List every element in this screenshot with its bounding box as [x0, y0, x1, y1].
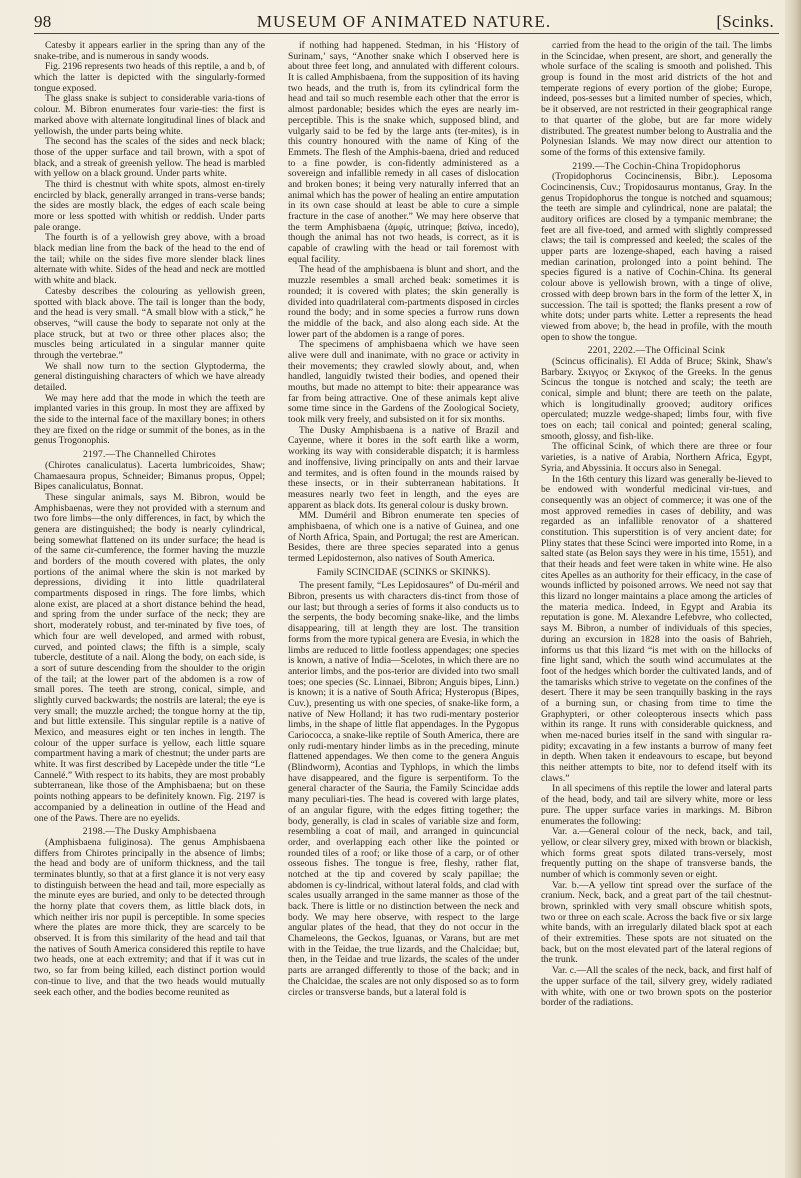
- paragraph: In the 16th century this lizard was generally be-lieved to be endowed with wonderful medicinal vir-tues, and consequently was an object of commerce; it was one of the most approved remedies in cases of debility, and was regarded as an infallible renovator of a shattered constitution. This superstition is of very ancient date; for Pliny states that these Scinci were imported into Rome, in a salted state (as Belon says they were in his time, 1551), and that their heads and feet were taken in white wine. He also cites Apelles as an authority for their efficacy, in the case of wounds inflicted by poisoned arrows. We need not say that this lizard no longer maintains a place among the articles of the materia medica. Indeed, in Egypt and Arabia its reputation is gone. M. Alexandre Lefebvre, who collected, says M. Bibron, a number of individuals of this species, during an excursion in 1828 into the oasis of Bahrieh, informs us that this lizard “is met with on the hillocks of fine light sand, which the south wind accumulates at the foot of the hedges which border the cultivated lands, and of the tamarisks which strive to vegetate on the confines of the desert. There it may be seen tranquilly basking in the rays of a burning sun, or chasing from time to time the Graphypteri, or other coleopterous insects which pass within its range. It runs with considerable quickness, and when me-naced buries itself in the sand with singular ra-pidity; excavating in a few instants a burrow of many feet in depth. When taken it endeavours to escape, but beyond this neither attempts to bite, nor to defend itself with its claws.”: [541, 473, 772, 784]
- paragraph: Var. a.—General colour of the neck, back, and tail, yellow, or clear silvery grey, mixed with brown or blackish, which forms great spots dilated trans-versely, most frequently putting on the shape of transverse bands, the number of which is commonly seven or eight.: [541, 826, 772, 880]
- paragraph: The third is chestnut with white spots, almost en-tirely encircled by black, generally arranged in trans-verse bands; the sides are mostly black, the edges of each scale being more or less spotted with whitish or reddish. Under parts pale orange.: [34, 178, 265, 233]
- running-section: [Scinks.: [716, 12, 774, 31]
- page-number: 98: [34, 12, 52, 31]
- paragraph: (Scincus officinalis). El Adda of Bruce; Skink, Shaw's Barbary. Σκιγγος or Σκιγκος of the Greeks. In the genus Scincus the tongue is notched and scaly; the teeth are conical, simple and blunt; there are teeth on the palate, which is longitudinally grooved; auditory orifices operculated; muzzle wedge-shaped; limbs four, with five toes on each; tail conical and pointed; general scaling, smooth, glossy, and fish-like.: [541, 355, 772, 442]
- paragraph: if nothing had happened. Stedman, in his ‘History of Surinam,’ says, “Another snake which I observed here is about three feet long, and annulated with different colours. It is called Amphisbaena, from the supposition of its having two heads, and the truth is, from its cylindrical form the head and tail so much resemble each other that the error is almost pardonable; besides which the eyes are nearly im-perceptible. This is the snake which, supposed blind, and vulgarly said to be fed by the large ants (ter-mites), is in this country honoured with the name of King of the Emmets. The flesh of the Amphis-baena, dried and reduced to a fine powder, is con-fidently administered as a sovereign and infallible remedy in all cases of dislocation and broken bones; it being very naturally inferred that an animal which has the power of healing an entire amputation in its own case should at least be able to cure a simple fracture in the case of another.” We may here observe that the term Amphisbaena (ἀμφίς, utrinque; βαίνω, incedo), though the animal has not two heads, is correct, as it is capable of crawling with the head or tail foremost with equal facility.: [288, 41, 519, 265]
- running-title: MUSEUM OF ANIMATED NATURE.: [256, 12, 552, 31]
- paragraph: Catesby describes the colouring as yellowish green, spotted with black above. The tail is longer than the body, and the head is very small. “A small blow with a stick,” he observes, “will cause the body to separate not only at the place struck, but at two or three other places also; the muscles being articulated in a singular manner quite through the vertebrae.”: [34, 285, 265, 361]
- family-heading: Family SCINCIDAE (SCINKS or SKINKS).: [316, 566, 491, 578]
- section-heading: 2197.—The Channelled Chirotes: [83, 449, 216, 461]
- paragraph: The Dusky Amphisbaena is a native of Brazil and Cayenne, where it bores in the soft earth like a worm, working its way with considerable dispatch; it is harmless and inoffensive, living principally on ants and their larvae and termites, and is often found in the mounds raised by these insects, or in their subterranean habitations. It measures nearly two feet in length, and the eyes are apparent as black dots. Its general colour is dusky brown.: [288, 424, 519, 511]
- header-rule: [34, 33, 779, 34]
- paragraph: The specimens of amphisbaena which we have seen alive were dull and inanimate, with no grace or activity in their movements; they crawled slowly about, and, when handled, languidly twisted their bodies, and opened their mouths, but made no attempt to bite: their appearance was far from being attractive. One of these animals kept alive some time since in the Gardens of the Zoological Society, took milk very freely, and subsisted on it for six months.: [288, 339, 519, 426]
- paragraph: These singular animals, says M. Bibron, would be Amphisbaenas, were they not provided with a sternum and two fore limbs—the only differences, in fact, by which the genera are distinguished; the body is nearly cylindrical, being somewhat flattened on its under surface; the head is of the same cir-cumference, the former having the muzzle and borders of the mouth covered with plates, the only portions of the animal where the skin is not marked by depressions, dividing it into little quadrilateral compartments disposed in rings. The fore limbs, which alone exist, are placed at a short distance behind the head, and spring from the under surface of the neck; they are short, moderately robust, and ter-minated by five toes, of which four are well developed, and armed with robust, curved, and pointed claws; the fifth is a simple, scaly tubercle, destitute of a nail. Along the body, on each side, is a sort of suture descending from the shoulder to the origin of the tail; at the lower part of the abdomen is a row of small pores. The teeth are strong, conical, simple, and slightly curved backwards; the nostrils are lateral; the eye is very small; the muzzle arched; the tongue horny at the tip, and but little extensile. This singular reptile is a native of Mexico, and measures eight or ten inches in length. The colour of the upper surface is yellow, each little square compartment having a mark of chestnut; the under parts are white. It was first described by Lacepède under the title “Le Cannelé.” With respect to its habits, they are most probably subterranean, like those of the Amphisbaena; but on these points nothing appears to be definitely known. Fig. 2197 is accompanied by a delineation in outline of the Head and one of the Paws. There are no eyelids.: [34, 491, 265, 824]
- paragraph: We shall now turn to the section Glyptoderma, the general distinguishing characters of which we have already detailed.: [34, 360, 265, 393]
- paragraph: The second has the scales of the sides and neck black; those of the upper surface and tail brown, with a spot of black, and a streak of greenish yellow. The head is marbled with yellow on a black ground. Under parts white.: [34, 136, 265, 180]
- section-heading: 2201, 2202.—The Officinal Scink: [587, 345, 726, 357]
- paragraph: The glass snake is subject to considerable varia-tions of colour. M. Bibron enumerates four varie-ties: the first is marked above with alternate longitudinal lines of black and yellowish, the under parts being white.: [34, 93, 265, 137]
- paragraph: We may here add that the mode in which the teeth are implanted varies in this group. In most they are affixed by the side to the internal face of the maxillary bones; in others they are fixed on the ridge or summit of the bones, as in the genus Trogonophis.: [34, 392, 265, 447]
- paragraph: Catesby it appears earlier in the spring than any of the snake-tribe, and is numerous in sandy woods.: [34, 41, 265, 62]
- paragraph: The officinal Scink, of which there are three or four varieties, is a native of Arabia, Northern Africa, Egypt, Syria, and Abyssinia. It occurs also in Senegal.: [541, 441, 772, 474]
- text-column-left: [34, 41, 265, 1171]
- section-heading: 2198.—The Dusky Amphisbaena: [82, 826, 217, 838]
- paragraph: The fourth is of a yellowish grey above, with a broad black median line from the back of the head to the end of the tail; while on the sides five more slender black lines alternate with white. Sides of the head and neck are mottled with white and black.: [34, 232, 265, 287]
- paragraph: Var. b.—A yellow tint spread over the surface of the cranium. Neck, back, and a great part of the tail chestnut-brown, sprinkled with very small obscure whitish spots, two or three on each scale. Across the back five or six large white bands, with an irregularly dilated black spot at each of their extremities. These spots are not situated on the back, but on the most elevated part of the lateral regions of the trunk.: [541, 879, 772, 966]
- paragraph: The present family, “Les Lepidosaures” of Du-méril and Bibron, presents us with characters dis-tinct from those of our last; but through a series of forms it also conducts us to the serpents, the body becoming snake-like, and the limbs disappearing, till at length they are lost. The transition forms from the more typical genera are Evesia, in which the limbs are reduced to little footless appendages; one species is known, a native of India—Scelotes, in which there are no anterior limbs, and the pos-terior are divided into two small toes; one species (Sc. Linnaei, Bibron; Anguis bipes, Linn.) is known; it is a native of South Africa; Hysteropus (Bipes, Cuv.), presenting us with one species, of snake-like form, a native of New Holland; it has two rudi-mentary posterior limbs, in the shape of little flat appendages. In the Pygopus Cariococca, a snake-like reptile of South America, there are only rudi-mentary hinder limbs as in the preceding, minute flattened appendages. We then come to the genera Anguis (Blindworm), Acontias and Typhlops, in which the limbs have disappeared, and the figure is serpentiform. To the general character of the Sauria, the Family Scincidae adds many peculiari-ties. The head is covered with large plates, of an angular figure, with the edges fitting together; the body, generally, is clad in scales of variable size and form, resembling a coat of mail, and arranged in quincuncial order, and overlapping each other like the pointed or rounded tiles of a roof; or like those of a carp, or of other osseous fishes. The tongue is free, fleshy, rather flat, notched at the tip and covered by scaly papillae; the abdomen is cy-lindrical, without lateral folds, and clad with scales usually arranged in the same manner as those of the back. There is little or no distinction between the neck and body. We may here observe, with respect to the large angular plates of the head, that they do not occur in the Chameleons, the Geckos, Iguanas, or Varans, but are met with in the Teidae, the true lizards, and the Chalcidae; but, then, in the Teidae and true lizards, the scales of the under parts are arranged differently to those of the back; and in the Chalcidae, the scales are not only disposed so as to form circles or transverse bands, but a lateral fold is: [288, 580, 519, 998]
- paragraph: (Chirotes canaliculatus). Lacerta lumbricoides, Shaw; Chamaesaura propus, Schneider; Bimanus propus, Oppel; Bipes canaliculatus, Bonnat.: [34, 459, 265, 493]
- paragraph: MM. Duméril and Bibron enumerate ten species of amphisbaena, of which one is a native of Guinea, and one of North Africa, Spain, and Portugal; the rest are American. Besides, there are three species separated into a genus termed Lepidosternon, also natives of South America.: [288, 510, 519, 564]
- paragraph: carried from the head to the origin of the tail. The limbs in the Scincidae, when present, are short, and generally the whole surface of the scaling is smooth and polished. This group is found in the most arid districts of the hot and temperate regions of every portion of the globe; Europe, indeed, pos-sesses but a limited number of species, which, be it observed, are not restricted in their geographical range to that quarter of the globe, but are far more widely distributed. The greatest number belong to Australia and the Polynesian Islands. We may now direct our attention to some of the forms of this extensive family.: [541, 41, 772, 158]
- section-heading: 2199.—The Cochin-China Tropidophorus: [572, 160, 741, 172]
- paragraph: (Tropidophorus Cocincinensis, Bibr.). Leposoma Cocincinensis, Cuv.; Tropidosaurus montanus, Gray. In the genus Tropidophorus the tongue is notched and squamous; the teeth are simple and cylindrical, none are palatal; the auditory orifices are closed by a tympanic membrane; the feet are all five-toed, and armed with slightly compressed claws; the tail is compressed and keeled; the scales of the upper parts are lozenge-shaped, each having a raised median carination, prolonged into a point behind. The species figured is a native of Cochin-China. Its general colour above is yellowish brown, with a tinge of olive, crossed with deep brown bars in the form of the letter X, in succession. The tail is spotted; the flanks present a row of white dots; under parts white. Letter a represents the head viewed from above; b, the head in profile, with the mouth open to show the tongue.: [541, 171, 772, 343]
- running-head: [34, 12, 774, 32]
- paragraph: The head of the amphisbaena is blunt and short, and the muzzle resembles a small arched beak: sometimes it is rounded; it is covered with plates; the skin generally is divided into quadrilateral com-partments disposed in circles round the body; and in some species a furrow runs down the middle of the back, and also along each side. At the lower part of the abdomen is a range of pores.: [288, 264, 519, 340]
- paragraph: Fig. 2196 represents two heads of this reptile, a and b, of which the latter is depicted with the singularly-formed tongue exposed.: [34, 61, 265, 94]
- text-column-right: [541, 41, 772, 1171]
- text-column-middle: [288, 41, 519, 1171]
- book-gutter: [785, 0, 801, 1178]
- paragraph: Var. c.—All the scales of the neck, back, and first half of the upper surface of the tail, silvery grey, widely radiated with white, with one or two brown spots on the posterior border of the radiations.: [541, 965, 772, 1009]
- paragraph: In all specimens of this reptile the lower and lateral parts of the head, body, and tail are silvery white, more or less pure. The upper surface varies in markings. M. Bibron enumerates the following:: [541, 783, 772, 827]
- paragraph: (Amphisbaena fuliginosa). The genus Amphisbaena differs from Chirotes principally in the absence of limbs; the head and body are of uniform thickness, and the tail terminates bluntly, so that at a first glance it is not very easy to distinguish between the head and tail, more especially as the minute eyes are buried, and only to be detected through the horny plate that covers them, as little black dots, in which neither iris nor pupil is perceptible. In some species where the plates are more thick, they are scarcely to be observed. It is from this similarity of the head and tail that the natives of South America considered this reptile to have two heads, one at each extremity; and that if it was cut in two, so far from being killed, each distinct portion would con-tinue to live, and that the two heads would mutually seek each other, and the bodies become reunited as: [34, 836, 265, 998]
